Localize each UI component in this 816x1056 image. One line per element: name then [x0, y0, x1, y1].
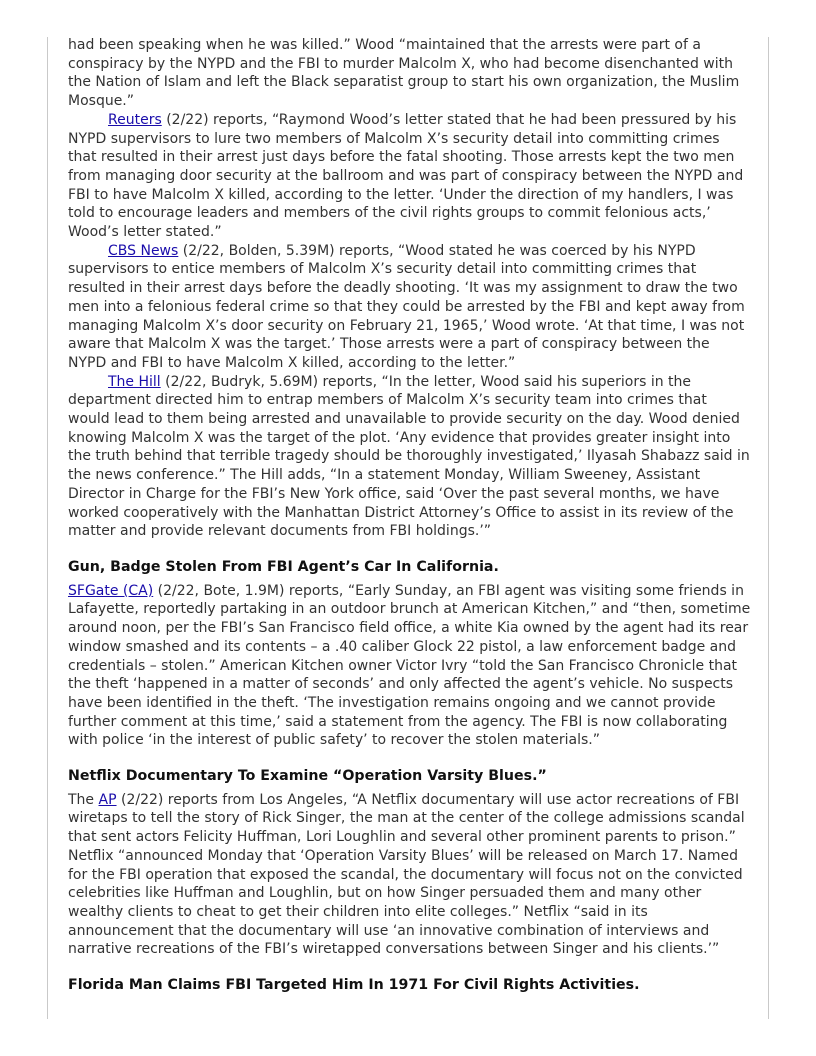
right-margin-rule — [768, 37, 769, 1019]
headline-netflix-documentary: Netflix Documentary To Examine “Operation Varsity Blues.” — [68, 768, 547, 785]
paragraph-reuters — [68, 111, 752, 242]
left-margin-rule — [47, 37, 48, 1019]
paragraph-sfgate — [68, 582, 752, 750]
paragraph-cbs — [68, 242, 752, 373]
paragraph-the-hill — [68, 373, 752, 541]
sfgate-text: (2/22, Bote, 1.9M) reports, “Early Sunday, an FBI agent was visiting some friends in Lafayette, reportedly partaking in an outdoor brunch at American Kitchen,” and “then, sometime around noon, per the FBI’s San Francisco field office, a white Kia owned by the agent had its rear window smashed and its contents – a .40 caliber Glock 22 pistol, a law enforcement badge and credentials – stolen.” American Kitchen owner Victor Ivry “told the San Francisco Chronicle that the theft ‘happened in a matter of seconds’ and only affected the agent’s vehicle. No suspects have been identified in the theft. ‘The investigation remains ongoing and we cannot provide further comment at this time,’ said a statement from the agency. The FBI is now collaborating with police ‘in the interest of public safety’ to recover the stolen materials.” — [68, 582, 751, 749]
cbs-news-text: (2/22, Bolden, 5.39M) reports, “Wood stated he was coerced by his NYPD supervisors to entice members of Malcolm X’s security detail into committing crimes that resulted in their arrest days before the deadly shooting. ‘It was my assignment to draw the two men into a felonious federal crime so that they could be arrested by the FBI and kept away from managing Malcolm X’s door security on February 21, 1965,’ Wood wrote. ‘At that time, I was not aware that Malcolm X was the target.’ Those arrests were a part of conspiracy between the NYPD and FBI to have Malcolm X killed, according to the letter.” — [68, 242, 745, 371]
paragraph-ap — [68, 791, 752, 959]
sfgate-link[interactable]: SFGate (CA) — [68, 582, 154, 599]
ap-prefix: The — [68, 791, 99, 808]
ap-text: (2/22) reports from Los Angeles, “A Netflix documentary will use actor recreations of FBI wiretaps to tell the story of Rick Singer, the man at the center of the college admissions scandal that sent actors Felicity Huffman, Lori Loughlin and several other prominent parents to prison.” Netflix “announced Monday that ‘Operation Varsity Blues’ will be released on March 17. Named for the FBI operation that exposed the scandal, the documentary will focus not on the convicted celebrities like Huffman and Loughlin, but on how Singer persuaded them and many other wealthy clients to cheat to get their children into elite colleges.” Netflix “said in its announcement that the documentary will use ‘an innovative combination of interviews and narrative recreations of the FBI’s wiretapped conversations between Singer and his clients.’” — [68, 791, 745, 958]
headline-florida-man: Florida Man Claims FBI Targeted Him In 1971 For Civil Rights Activities. — [68, 977, 640, 994]
the-hill-text: (2/22, Budryk, 5.69M) reports, “In the letter, Wood said his superiors in the department directed him to entrap members of Malcolm X’s security team into crimes that would lead to them being arrested and unavailable to provide security on the day. Wood denied knowing Malcolm X was the target of the plot. ‘Any evidence that provides greater insight into the truth behind that terrible tragedy should be thoroughly investigated,’ Ilyasah Shabazz said in the news conference.” The Hill adds, “In a statement Monday, William Sweeney, Assistant Director in Charge for the FBI’s New York office, said ‘Over the past several months, we have worked cooperatively with the Manhattan District Attorney’s Office to assist in its review of the matter and provide relevant documents from FBI holdings.’” — [68, 373, 750, 540]
reuters-text: (2/22) reports, “Raymond Wood’s letter stated that he had been pressured by his NYPD supervisors to lure two members of Malcolm X’s security detail into committing crimes that resulted in their arrest just days before the fatal shooting. Those arrests kept the two men from managing door security at the ballroom and was part of conspiracy between the NYPD and FBI to have Malcolm X killed, according to the letter. ‘Under the direction of my handlers, I was told to encourage leaders and members of the civil rights groups to commit felonious acts,’ Wood’s letter stated.” — [68, 111, 744, 241]
paragraph-continuation: had been speaking when he was killed.” Wood “maintained that the arrests were part of a conspiracy by the NYPD and the FBI to murder Malcolm X, who had become disenchanted with the Nation of Islam and left the Black separatist group to start his own organization, the Muslim Mosque.” — [68, 37, 740, 110]
headline-gun-badge-stolen: Gun, Badge Stolen From FBI Agent’s Car In California. — [68, 558, 499, 575]
document-body — [68, 36, 752, 995]
ap-link[interactable]: AP — [98, 791, 117, 808]
the-hill-link[interactable]: The Hill — [108, 373, 161, 390]
cbs-news-link[interactable]: CBS News — [108, 242, 179, 259]
reuters-link[interactable]: Reuters — [108, 111, 162, 128]
